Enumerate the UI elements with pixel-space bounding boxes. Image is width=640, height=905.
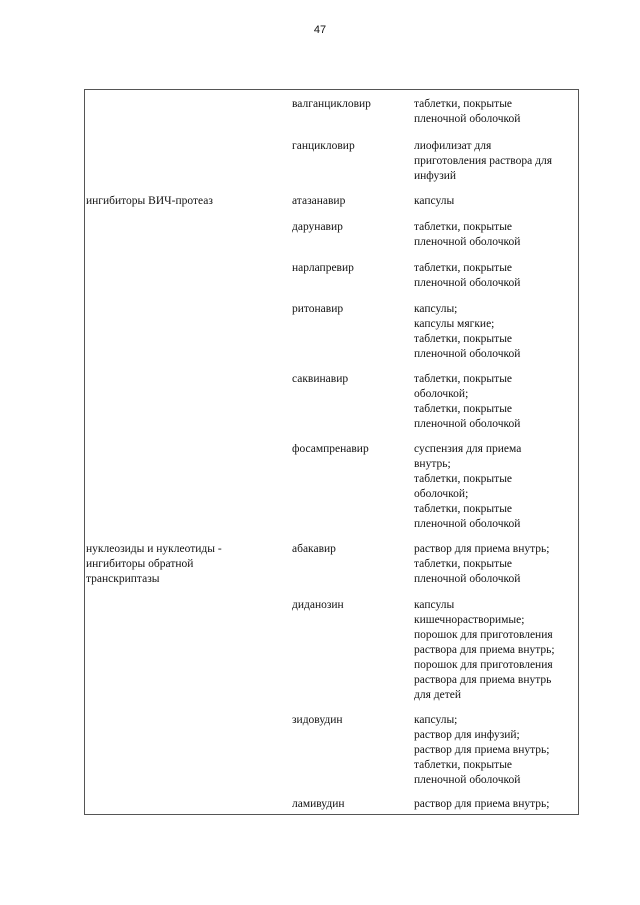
drug-name: абакавир: [292, 543, 336, 555]
drug-name: атазанавир: [292, 195, 346, 207]
drug-name: валганцикловир: [292, 98, 371, 110]
dosage-form: лиофилизат для приготовления раствора для инфузий: [414, 140, 552, 182]
page-number: 47: [313, 24, 327, 36]
dosage-form: капсулы: [414, 195, 455, 207]
drug-name: фосампренавир: [292, 443, 369, 455]
dosage-form: таблетки, покрытые пленочной оболочкой: [414, 98, 521, 125]
dosage-form: таблетки, покрытые пленочной оболочкой: [414, 262, 521, 289]
drug-name: саквинавир: [292, 373, 349, 385]
drug-name: ритонавир: [292, 303, 344, 315]
dosage-form: капсулы; раствор для инфузий; раствор для приема внутрь; таблетки, покрытые пленочной оболочкой: [414, 714, 550, 786]
dosage-form: раствор для приема внутрь; таблетки, покрытые пленочной оболочкой: [414, 543, 550, 585]
drug-name: дарунавир: [292, 221, 343, 233]
drug-name: диданозин: [292, 599, 344, 611]
drug-group: нуклеозиды и нуклеотиды - ингибиторы обратной транскриптазы: [86, 543, 222, 585]
drug-name: зидовудин: [292, 714, 343, 726]
drug-group: ингибиторы ВИЧ-протеаз: [86, 195, 213, 207]
dosage-form: таблетки, покрытые оболочкой; таблетки, покрытые пленочной оболочкой: [414, 373, 521, 430]
dosage-form: раствор для приема внутрь;: [414, 798, 550, 810]
drug-name: ганцикловир: [292, 140, 355, 152]
dosage-form: таблетки, покрытые пленочной оболочкой: [414, 221, 521, 248]
dosage-form: капсулы; капсулы мягкие; таблетки, покрытые пленочной оболочкой: [414, 303, 521, 360]
drug-name: нарлапревир: [292, 262, 354, 274]
drug-name: ламивудин: [292, 798, 345, 810]
dosage-form: капсулы кишечнорастворимые; порошок для приготовления раствора для приема внутрь; порошок для приготовления раствора для приема внутрь для детей: [414, 599, 555, 701]
dosage-form: суспензия для приема внутрь; таблетки, покрытые оболочкой; таблетки, покрытые пленочной оболочкой: [414, 443, 522, 530]
